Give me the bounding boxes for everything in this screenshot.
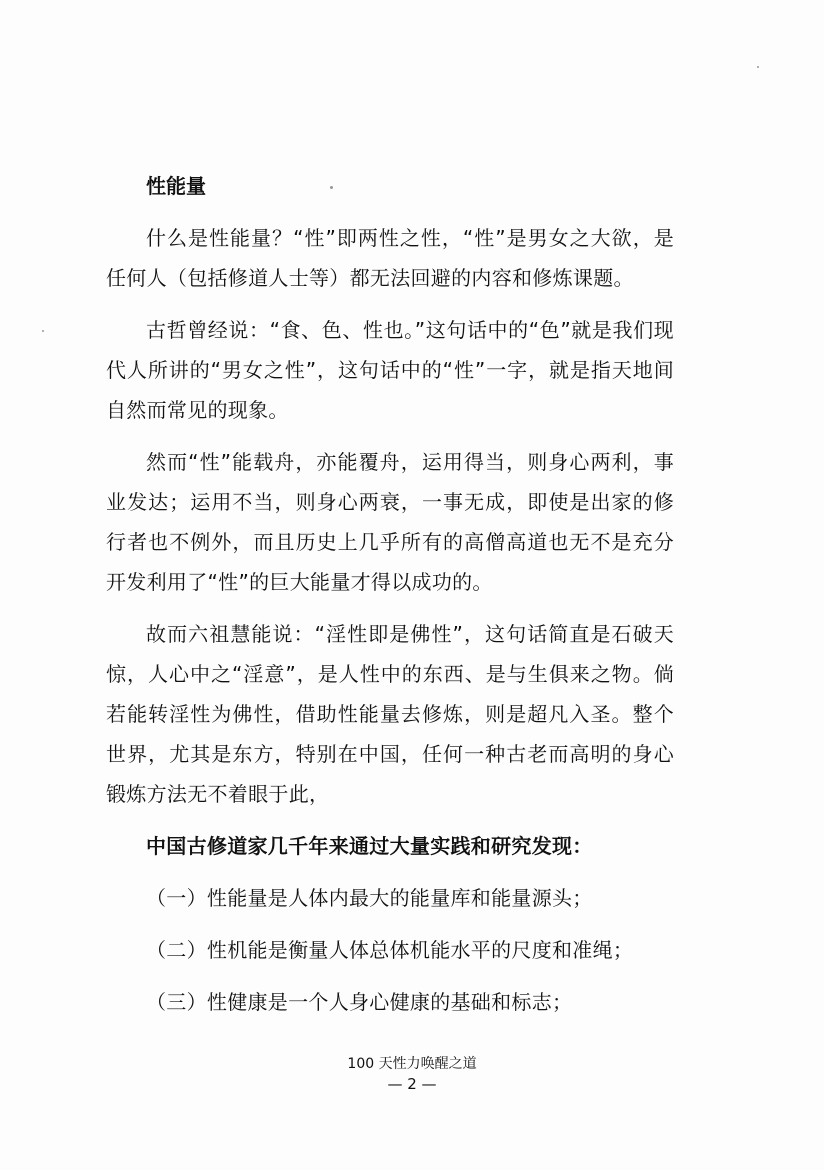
scan-speck (757, 66, 759, 68)
document-body (106, 166, 674, 1034)
list-item: （一）性能量是人体内最大的能量库和能量源头； (146, 886, 593, 910)
section-heading: 性能量 (146, 174, 206, 198)
paragraph: 故而六祖慧能说：“淫性即是佛性”，这句话简直是石破天惊，人心中之“淫意”，是人性中的东西、是与生俱来之物。倘若能转淫性为佛性，借助性能量去修炼，则是超凡入圣。整个世界，尤其是东方，特别在中国，任何一种古老而高明的身心锻炼方法无不着眼于此， (106, 622, 674, 806)
paragraph: 什么是性能量？“性”即两性之性，“性”是男女之大欲，是任何人（包括修道人士等）都无法回避的内容和修炼课题。 (106, 226, 674, 290)
page-footer (0, 1054, 824, 1094)
paragraph: 然而“性”能载舟，亦能覆舟，运用得当，则身心两利，事业发达；运用不当，则身心两衰，一事无成，即使是出家的修行者也不例外，而且历史上几乎所有的高僧高道也无不是充分开发利用了“性”的巨大能量才得以成功的。 (106, 450, 674, 594)
footer-page-number: — 2 — (387, 1075, 437, 1093)
findings-list (106, 878, 674, 1022)
paragraph: 古哲曾经说：“食、色、性也。”这句话中的“色”就是我们现代人所讲的“男女之性”，这句话中的“性”一字，就是指天地间自然而常见的现象。 (106, 318, 674, 422)
scan-speck (42, 330, 44, 332)
list-item: （三）性健康是一个人身心健康的基础和标志； (146, 990, 573, 1014)
list-item: （二）性机能是衡量人体总体机能水平的尺度和准绳； (146, 938, 634, 962)
footer-book-title: 100 天性力唤醒之道 (347, 1056, 477, 1072)
intro-paragraph: 中国古修道家几千年来通过大量实践和研究发现： (146, 834, 593, 858)
